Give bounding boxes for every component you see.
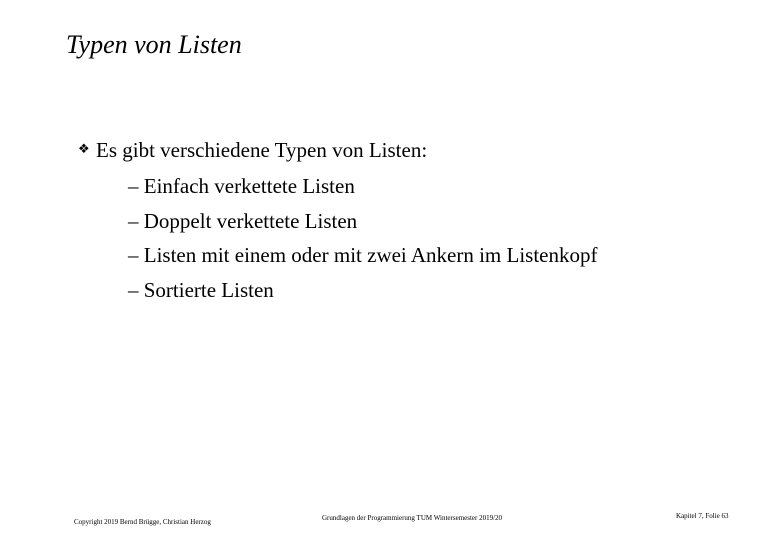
bullet-text: Es gibt verschiedene Typen von Listen: — [96, 138, 428, 162]
slide-title: Typen von Listen — [66, 30, 242, 59]
sub-list-item: – Sortierte Listen — [128, 277, 274, 302]
sub-list — [128, 169, 598, 307]
sub-list-item: – Einfach verkettete Listen — [128, 174, 355, 198]
footer-course: Grundlagen der Programmierung TUM Wintersemester 2019/20 — [322, 514, 503, 522]
diamond-bullet-icon: ❖ — [78, 142, 90, 157]
sub-list-item: – Listen mit einem oder mit zwei Ankern im Listenkopf — [128, 243, 598, 267]
bullet-item — [78, 136, 427, 164]
footer-slide-number: Kapitel 7, Folie 63 — [676, 512, 729, 520]
sub-list-item: – Doppelt verkettete Listen — [128, 208, 358, 233]
footer-copyright: Copyright 2019 Bernd Brügge, Christian Herzog — [74, 518, 211, 526]
